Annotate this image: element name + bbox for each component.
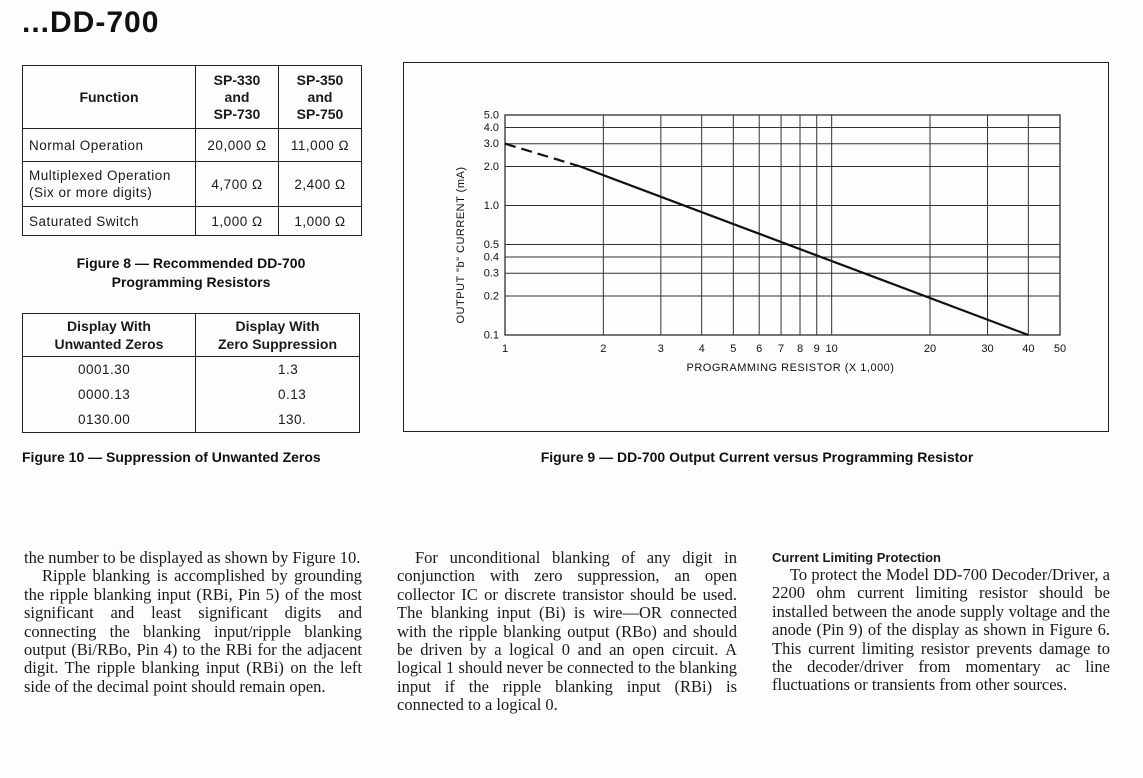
resistor-table [22, 65, 362, 236]
header-line: Unwanted Zeros [54, 336, 164, 352]
x-tick-label: 40 [1022, 343, 1035, 355]
table-row [23, 162, 362, 207]
series-line-dashed [505, 144, 580, 167]
x-axis-label: PROGRAMMING RESISTOR (X 1,000) [686, 362, 895, 374]
page-title: ...DD-700 [22, 6, 160, 39]
header-line: Display With [235, 318, 320, 334]
caption-line: Figure 8 — Recommended DD-700 [76, 255, 306, 271]
x-tick-label: 50 [1053, 343, 1067, 355]
header-sp350 [279, 66, 362, 129]
output-current-chart [404, 63, 1108, 431]
function-sublabel: (Six or more digits) [29, 185, 153, 200]
header-line: Function [79, 88, 139, 105]
y-tick-label: 1.0 [483, 200, 499, 213]
figure8-caption [22, 254, 360, 292]
header-suppressed [196, 314, 360, 357]
table-header-row [23, 314, 360, 357]
caption-line: Programming Resistors [111, 274, 271, 290]
table-row [23, 129, 362, 162]
sp330-value: 4,700 Ω [196, 162, 279, 207]
table-row [23, 357, 360, 383]
paragraph: For unconditional blanking of any digit in conjunction with zero suppression, an open collector IC or discrete transistor should be used. The blanking input (Bi) is wire—OR connected with the ripple blanking output (RBo) and should be driven by a logical 0 and an open circuit. A logical 1 should never be connected to the blanking input if the ripple blanking input (RBi) is connected to a logical 0. [397, 548, 737, 715]
paragraph: the number to be displayed as shown by Figure 10. [24, 548, 361, 567]
paragraph: To protect the Model DD-700 Decoder/Driver, a 2200 ohm current limiting resistor should be installed between the anode supply voltage and the anode (Pin 9) of the display as shown in Figure 6. This current limiting resistor prevents damage to the decoder/driver from momentary ac line fluctuations or transients from other sources. [772, 565, 1110, 695]
y-tick-label: 3.0 [483, 138, 499, 151]
function-cell [23, 162, 196, 207]
x-tick-label: 20 [923, 343, 937, 355]
x-tick-label: 30 [981, 343, 994, 355]
y-tick-label: 5.0 [483, 109, 499, 122]
x-tick-label: 2 [600, 343, 607, 355]
unwanted-value: 0130.00 [23, 407, 196, 433]
function-label: Multiplexed Operation [29, 168, 171, 183]
x-tick-label: 3 [657, 343, 664, 355]
x-tick-label: 7 [778, 343, 785, 355]
sp330-value: 20,000 Ω [196, 129, 279, 162]
series-line-solid [580, 167, 1028, 336]
x-tick-label: 8 [796, 343, 804, 355]
x-tick-label: 1 [501, 343, 509, 355]
table-row [23, 407, 360, 433]
plot-area-border [505, 115, 1060, 335]
y-tick-label: 2.0 [483, 161, 499, 174]
suppressed-value: 0.13 [196, 382, 360, 407]
header-line: Zero Suppression [217, 336, 338, 352]
sp350-value: 2,400 Ω [279, 162, 362, 207]
header-unwanted [23, 314, 196, 357]
x-tick-label: 6 [756, 343, 763, 355]
function-cell: Normal Operation [23, 129, 196, 162]
x-tick-label: 10 [825, 343, 838, 355]
suppressed-value: 1.3 [196, 357, 360, 383]
y-tick-label: 0.2 [483, 290, 499, 303]
y-tick-label: 4.0 [483, 122, 499, 135]
header-line: SP-730 [213, 105, 261, 122]
table-header-row [23, 66, 362, 129]
body-column-2 [397, 549, 737, 715]
x-tick-label: 5 [730, 343, 737, 355]
function-cell: Saturated Switch [23, 207, 196, 236]
table-row [23, 382, 360, 407]
figure9-caption: Figure 9 — DD-700 Output Current versus Programming Resistor [540, 449, 974, 465]
y-tick-label: 0.1 [483, 329, 499, 342]
x-tick-label: 9 [813, 343, 820, 355]
y-tick-label: 0.4 [483, 251, 499, 264]
figure10-caption: Figure 10 — Suppression of Unwanted Zeros [22, 449, 321, 465]
suppressed-value: 130. [196, 407, 360, 433]
unwanted-value: 0001.30 [23, 357, 196, 383]
body-column-1 [24, 549, 362, 696]
sp350-value: 11,000 Ω [279, 129, 362, 162]
y-tick-label: 0.3 [483, 267, 499, 280]
body-column-3 [772, 549, 1110, 695]
section-heading: Current Limiting Protection [772, 550, 941, 565]
sp330-value: 1,000 Ω [196, 207, 279, 236]
chart-frame [403, 62, 1109, 432]
header-line: and [224, 88, 250, 105]
header-line: and [307, 88, 333, 105]
paragraph: Ripple blanking is accomplished by grounding the ripple blanking input (RBi, Pin 5) of the most significant and least significant digits and connecting the blanking input/ripple blanking output (Bi/RBo, Pin 4) to the RBi for the adjacent digit. The ripple blanking input (RBi) on the left side of the decimal point should remain open. [24, 566, 362, 696]
y-axis-label: OUTPUT "b" CURRENT (mA) [455, 166, 467, 324]
header-line: SP-750 [296, 105, 344, 122]
unwanted-value: 0000.13 [23, 382, 196, 407]
zero-suppression-table [22, 313, 360, 433]
header-line: SP-350 [296, 71, 344, 88]
table-row [23, 207, 362, 236]
header-sp330 [196, 66, 279, 129]
header-function [23, 66, 196, 129]
y-tick-label: 0.5 [483, 238, 499, 251]
header-line: Display With [67, 318, 151, 334]
x-tick-label: 4 [698, 343, 705, 355]
header-line: SP-330 [213, 71, 261, 88]
sp350-value: 1,000 Ω [279, 207, 362, 236]
